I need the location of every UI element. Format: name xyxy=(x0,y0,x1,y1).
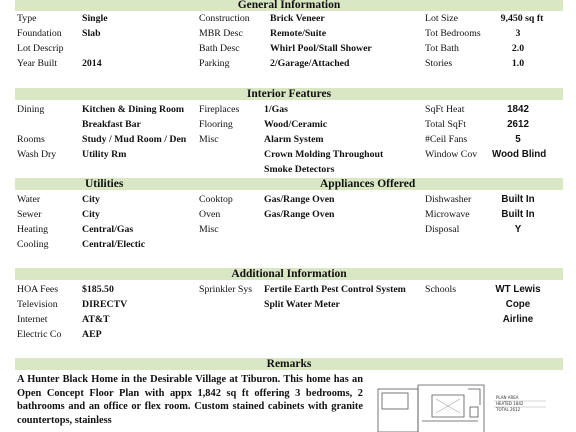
value-television: DIRECTV xyxy=(82,299,128,310)
section-title-utilities: Utilities xyxy=(85,178,124,190)
label-sqft-heat: SqFt Heat xyxy=(425,104,465,115)
value-sewer: City xyxy=(82,209,100,220)
label-year-built: Year Built xyxy=(17,58,58,69)
section-title: Additional Information xyxy=(231,268,347,280)
value-construction: Brick Veneer xyxy=(270,13,325,24)
plan-room xyxy=(378,389,418,432)
plan-label-2: HEATED 1842 xyxy=(496,401,524,406)
value-misc-1: Alarm System xyxy=(264,134,324,145)
value-flooring: Wood/Ceramic xyxy=(264,119,328,130)
label-dishwasher: Dishwasher xyxy=(425,194,472,205)
value-window-cov: Wood Blind xyxy=(492,149,547,160)
label-mbr-desc: MBR Desc xyxy=(199,28,243,39)
label-microwave: Microwave xyxy=(425,209,470,220)
label-ceil-fans: #Ceil Fans xyxy=(425,134,468,145)
value-sprinkler-1: Fertile Earth Pest Control System xyxy=(264,284,406,295)
section-title: Interior Features xyxy=(246,88,332,100)
label-type: Type xyxy=(17,13,37,24)
value-total-sqft: 2612 xyxy=(507,119,529,130)
remarks-text: A Hunter Black Home in the Desirable Village at Tiburon. This home has an Open Concept Floor Plan with appx 1,842 sq ft offering 3 bedrooms, 2 bathrooms and an office or flex room. Custom stained cabinets with granite countertops, stainless xyxy=(17,374,363,426)
value-internet: AT&T xyxy=(82,314,110,325)
label-appliances-misc: Misc xyxy=(199,224,219,235)
label-construction: Construction xyxy=(199,13,250,24)
value-heating: Central/Gas xyxy=(82,224,134,235)
section-general-header xyxy=(15,0,563,11)
label-water: Water xyxy=(17,194,41,205)
value-oven: Gas/Range Oven xyxy=(264,209,335,220)
label-flooring: Flooring xyxy=(199,119,233,130)
label-television: Television xyxy=(17,299,58,310)
label-lot-descrip: Lot Descrip xyxy=(17,43,64,54)
label-schools: Schools xyxy=(425,284,457,295)
section-additional-header xyxy=(15,268,563,280)
label-total-sqft: Total SqFt xyxy=(425,119,466,130)
label-foundation: Foundation xyxy=(17,28,62,39)
section-remarks-header xyxy=(15,358,563,370)
label-disposal: Disposal xyxy=(425,224,460,235)
label-cooling: Cooling xyxy=(17,239,49,250)
value-wash-dry: Utility Rm xyxy=(82,149,127,160)
value-sprinkler-2: Split Water Meter xyxy=(264,299,340,310)
label-electric-co: Electric Co xyxy=(17,329,62,340)
floor-plan-image xyxy=(374,375,564,432)
value-cooktop: Gas/Range Oven xyxy=(264,194,335,205)
label-hoa-fees: HOA Fees xyxy=(17,284,59,295)
section-utilities-appliances-header xyxy=(15,178,563,190)
value-tot-bath: 2.0 xyxy=(511,43,525,54)
plan-wall xyxy=(468,389,480,405)
label-tot-bedrooms: Tot Bedrooms xyxy=(425,28,481,39)
value-parking: 2/Garage/Attached xyxy=(270,58,350,69)
value-water: City xyxy=(82,194,100,205)
label-parking: Parking xyxy=(199,58,230,69)
label-tot-bath: Tot Bath xyxy=(425,43,459,54)
plan-wall xyxy=(418,385,484,432)
value-misc-2: Crown Molding Throughout xyxy=(264,149,384,160)
value-school-3: Airline xyxy=(502,314,534,325)
value-tot-bedrooms: 3 xyxy=(515,28,521,39)
value-cooling: Central/Electic xyxy=(82,239,146,250)
value-school-2: Cope xyxy=(505,299,531,310)
label-fireplaces: Fireplaces xyxy=(199,104,240,115)
value-type: Single xyxy=(82,13,108,24)
value-foundation: Slab xyxy=(82,28,101,39)
value-ceil-fans: 5 xyxy=(515,134,521,145)
label-sprinkler-sys: Sprinkler Sys xyxy=(199,284,253,295)
value-microwave: Built In xyxy=(501,209,535,220)
plan-bath xyxy=(470,407,478,417)
section-title: General Information xyxy=(237,0,341,11)
floor-plan-drawing xyxy=(374,375,564,432)
value-school-1: WT Lewis xyxy=(495,284,541,295)
label-stories: Stories xyxy=(425,58,453,69)
label-cooktop: Cooktop xyxy=(199,194,233,205)
plan-label-3: TOTAL 2612 xyxy=(496,407,521,412)
label-oven: Oven xyxy=(199,209,221,220)
label-sewer: Sewer xyxy=(17,209,42,220)
section-interior-header xyxy=(15,88,563,100)
value-dining-1: Kitchen & Dining Room xyxy=(82,104,185,115)
section-title-appliances: Appliances Offered xyxy=(320,178,416,190)
plan-garage xyxy=(382,393,408,409)
label-window-cov: Window Cov xyxy=(425,149,478,160)
value-lot-size: 9,450 sq ft xyxy=(500,13,544,24)
value-dining-2: Breakfast Bar xyxy=(82,119,141,130)
value-hoa-fees: $185.50 xyxy=(82,284,114,295)
value-year-built: 2014 xyxy=(82,58,102,69)
label-rooms: Rooms xyxy=(17,134,45,145)
value-misc-3: Smoke Detectors xyxy=(264,164,335,175)
label-internet: Internet xyxy=(17,314,48,325)
label-misc: Misc xyxy=(199,134,219,145)
value-electric-co: AEP xyxy=(82,329,102,340)
value-rooms: Study / Mud Room / Den xyxy=(82,134,187,145)
plan-detail xyxy=(436,399,460,413)
label-lot-size: Lot Size xyxy=(425,13,458,24)
label-heating: Heating xyxy=(17,224,49,235)
value-sqft-heat: 1842 xyxy=(507,104,529,115)
section-title: Remarks xyxy=(266,358,312,370)
value-fireplaces: 1/Gas xyxy=(264,104,288,115)
label-wash-dry: Wash Dry xyxy=(17,149,57,160)
value-disposal: Y xyxy=(514,224,522,235)
plan-label-1: PLAN AREA xyxy=(496,395,519,400)
value-bath-desc: Whirl Pool/Stall Shower xyxy=(270,43,372,54)
value-stories: 1.0 xyxy=(511,58,525,69)
label-bath-desc: Bath Desc xyxy=(199,43,240,54)
value-mbr-desc: Remote/Suite xyxy=(270,28,327,39)
value-dishwasher: Built In xyxy=(501,194,535,205)
label-dining: Dining xyxy=(17,104,45,115)
